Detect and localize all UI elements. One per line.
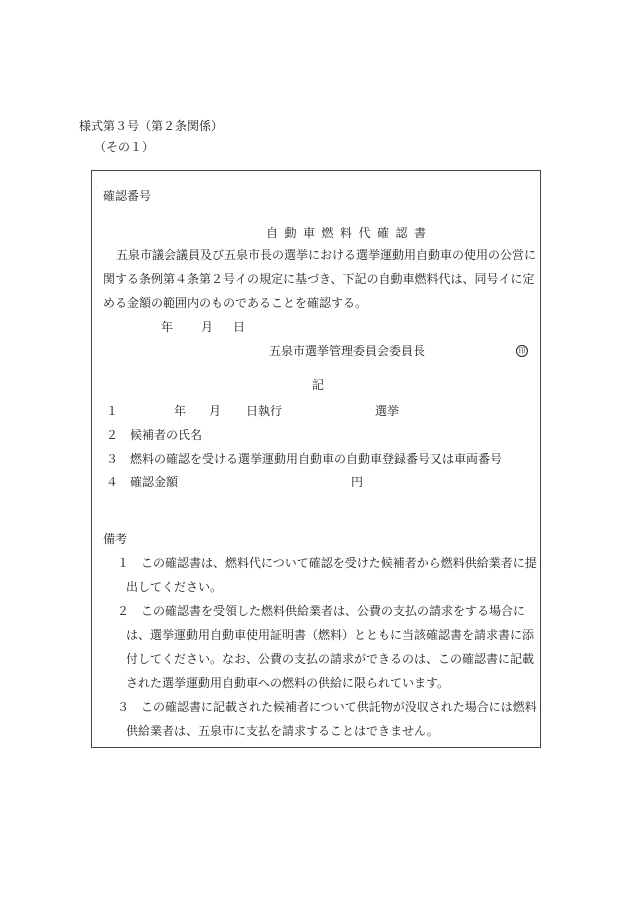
item-4: ４ 確認金額	[106, 475, 179, 489]
form-number: 様式第３号（第２条関係）	[79, 119, 224, 133]
note-line: ３ この確認書に記載された候補者について供託物が没収された場合には燃料	[117, 700, 537, 714]
item-1-day: 日執行	[246, 404, 283, 418]
note-line: １ この確認書は、燃料代について確認を受けた候補者から燃料供給業者に提	[117, 556, 537, 570]
note-line: 出してください。	[126, 580, 223, 594]
item-1-election: 選挙	[375, 404, 400, 418]
note-line: された選挙運動用自動車への燃料の供給に限られています。	[126, 676, 450, 690]
item-3: ３ 燃料の確認を受ける選挙運動用自動車の自動車登録番号又は車両番号	[106, 452, 503, 466]
ki-heading: 記	[312, 378, 325, 392]
item-4-yen: 円	[351, 475, 364, 489]
note-line: 供給業者は、五泉市に支払を請求することはできません。	[126, 724, 439, 738]
date-month: 月	[201, 320, 214, 334]
note-line: ２ この確認書を受領した燃料供給業者は、公費の支払の請求をする場合に	[117, 604, 526, 618]
issuer-name: 五泉市選挙管理委員会委員長	[269, 344, 426, 358]
body-line-3: める金額の範囲内のものであることを確認する。	[103, 296, 368, 310]
document-title: 自動車燃料代確認書	[266, 226, 433, 240]
notes-heading: 備考	[103, 532, 128, 546]
body-line-1: 五泉市議会議員及び五泉市長の選挙における選挙運動用自動車の使用の公営に	[116, 248, 537, 262]
seal-mark	[516, 342, 528, 357]
confirmation-number-label: 確認番号	[103, 189, 152, 203]
item-1-year: 年	[174, 404, 187, 418]
item-1-number: １	[106, 404, 119, 418]
note-line: 付してください。なお、公費の支払の請求ができるのは、この確認書に記載	[126, 652, 535, 666]
date-year: 年	[161, 320, 174, 334]
sub-number: （その１）	[94, 140, 155, 154]
note-line: は、選挙運動用自動車使用証明書（燃料）とともに当該確認書を請求書に添	[126, 628, 535, 642]
body-line-2: 関する条例第４条第２号イの規定に基づき、下記の自動車燃料代は、同号イに定	[103, 272, 535, 286]
seal-icon: 印	[516, 345, 528, 357]
date-day: 日	[233, 320, 246, 334]
item-2: ２ 候補者の氏名	[106, 428, 203, 442]
item-1-month: 月	[209, 404, 222, 418]
